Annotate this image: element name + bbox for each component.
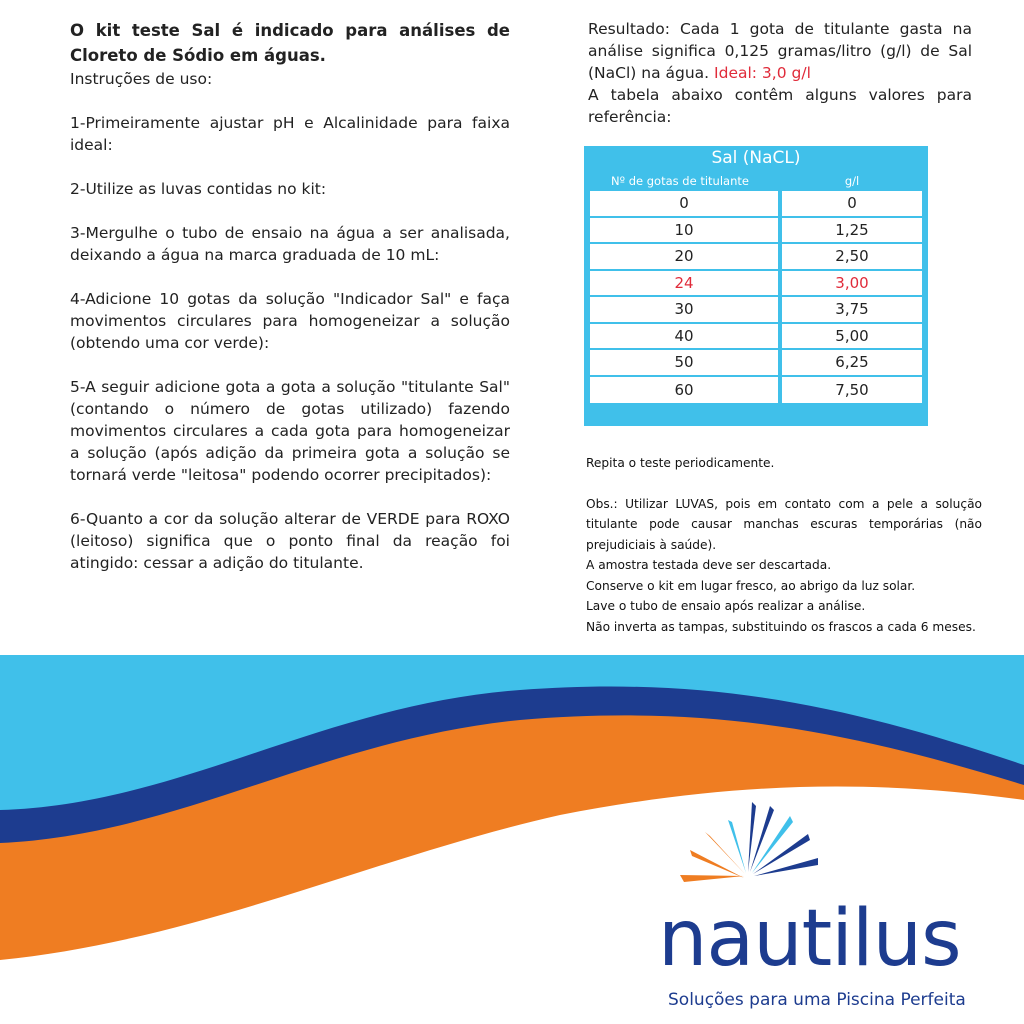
table-cell-grams: 1,25	[782, 218, 922, 245]
table-cell-grams: 6,25	[782, 350, 922, 377]
table-cell-drops: 50	[590, 350, 778, 377]
table-header-grams: g/l	[844, 174, 860, 188]
table-cell-drops: 60	[674, 380, 694, 399]
drops-column	[590, 191, 778, 403]
table-intro: A tabela abaixo contêm alguns valores para referência:	[588, 86, 972, 126]
kit-title: O kit teste Sal é indicado para análises de Cloreto de Sódio em águas.	[70, 21, 510, 65]
instructions-column	[70, 18, 510, 596]
brand-name: nautilus	[658, 894, 961, 984]
obs-note: Obs.: Utilizar LUVAS, pois em contato com a pele a solução titulante pode causar manchas escuras temporárias (não prejudiciais à saúde).	[586, 496, 982, 552]
table-cell-drops-highlight: 24	[590, 271, 778, 298]
table-cell-drops: 10	[590, 218, 778, 245]
table-title: Sal (NaCL)	[711, 148, 801, 168]
note-discard: A amostra testada deve ser descartada.	[586, 558, 832, 572]
step-4: 4-Adicione 10 gotas da solução "Indicador Sal" e faça movimentos circulares para homogeneizar a solução (obtendo uma cor verde):	[70, 290, 510, 352]
table-cell-grams-highlight: 3,00	[782, 271, 922, 298]
grams-column	[782, 191, 922, 403]
result-text	[588, 18, 972, 84]
table-cell-drops: 30	[590, 297, 778, 324]
notes-block	[586, 453, 982, 637]
ideal-value: Ideal: 3,0 g/l	[714, 64, 811, 82]
step-2: 2-Utilize as luvas contidas no kit:	[70, 180, 327, 198]
step-6: 6-Quanto a cor da solução alterar de VERDE para ROXO (leitoso) significa que o ponto final da reação foi atingido: cessar a adição do titulante.	[70, 510, 510, 572]
table-cell-grams: 3,75	[782, 297, 922, 324]
note-wash: Lave o tubo de ensaio após realizar a análise.	[586, 599, 866, 613]
table-header-drops: Nº de gotas de titulante	[611, 174, 749, 188]
result-column	[588, 18, 972, 128]
table-cell-drops: 20	[590, 244, 778, 271]
salt-reference-table	[584, 146, 928, 426]
step-5: 5-A seguir adicione gota a gota a solução "titulante Sal" (contando o número de gotas utilizado) fazendo movimentos circulares a cada gota para homogeneizar a solução (após adição da primeira gota a solução se tornará verde "leitosa" podendo ocorrer precipitados):	[70, 378, 510, 484]
result-description: Resultado: Cada 1 gota de titulante gasta na análise significa 0,125 gramas/litro (g/l) de Sal (NaCl) na água.	[588, 20, 972, 82]
table-cell-grams: 5,00	[782, 324, 922, 351]
table-cell-drops: 0	[590, 191, 778, 218]
table-cell-grams: 0	[782, 191, 922, 218]
note-caps: Não inverta as tampas, substituindo os frascos a cada 6 meses.	[586, 619, 976, 634]
step-3: 3-Mergulhe o tubo de ensaio na água a ser analisada, deixando a água na marca graduada de 10 mL:	[70, 224, 510, 264]
table-cell-drops: 40	[590, 324, 778, 351]
instructions-heading: Instruções de uso:	[70, 70, 213, 88]
note-storage: Conserve o kit em lugar fresco, ao abrigo da luz solar.	[586, 578, 916, 593]
brand-tagline: Soluções para uma Piscina Perfeita	[668, 990, 966, 1010]
table-cell-grams: 2,50	[782, 244, 922, 271]
table-cell-grams: 7,50	[835, 380, 869, 399]
step-1: 1-Primeiramente ajustar pH e Alcalinidade para faixa ideal:	[70, 114, 510, 154]
nautilus-logo-icon	[665, 800, 825, 900]
repeat-note: Repita o teste periodicamente.	[586, 456, 775, 470]
